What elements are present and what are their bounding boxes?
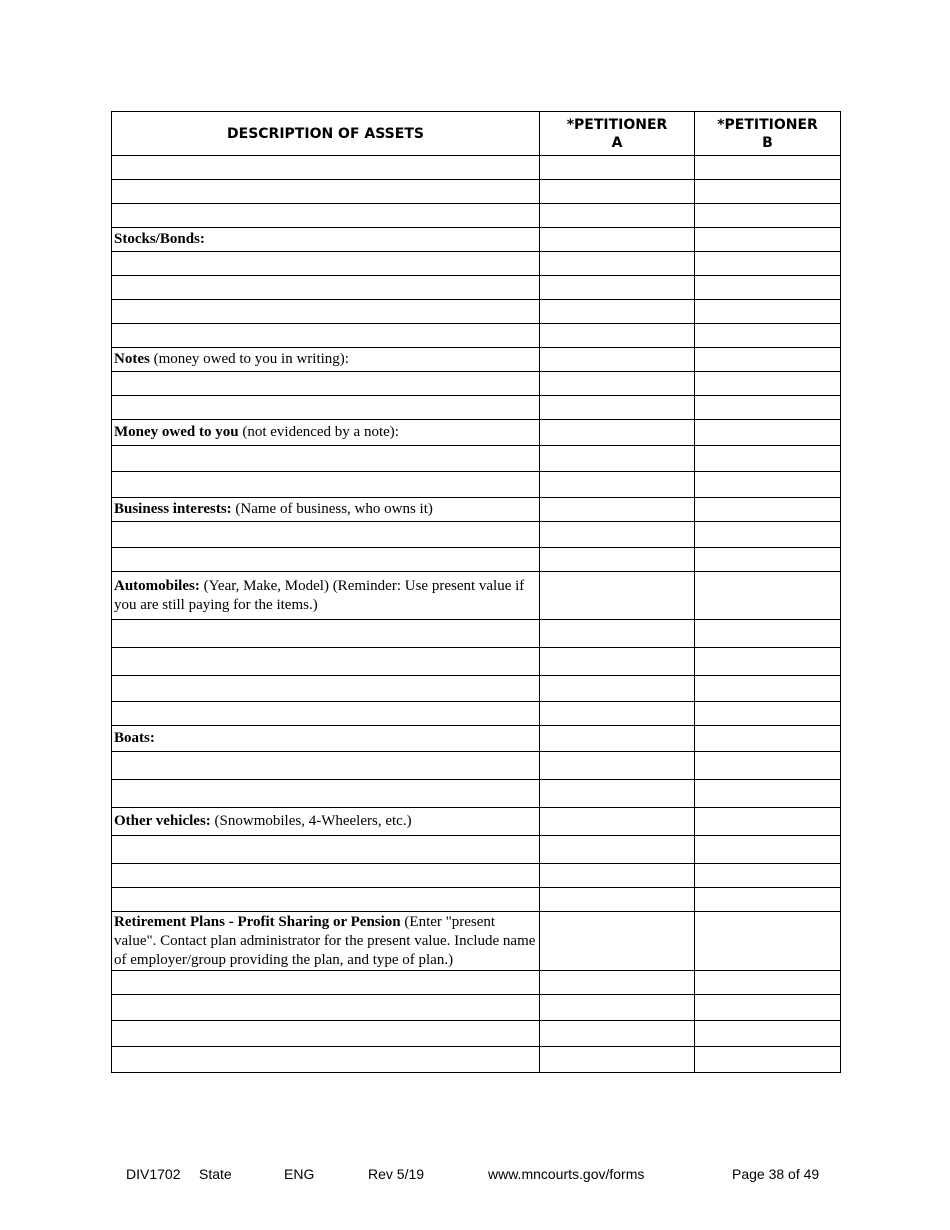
description-cell[interactable] [112,446,540,472]
petitioner-b-cell[interactable] [695,420,841,446]
petitioner-a-cell[interactable] [540,252,695,276]
petitioner-a-cell[interactable] [540,300,695,324]
table-row [112,648,841,676]
petitioner-b-cell[interactable] [695,572,841,620]
petitioner-b-cell[interactable] [695,971,841,995]
petitioner-b-cell[interactable] [695,676,841,702]
petitioner-a-cell[interactable] [540,780,695,808]
header-petitioner-b: *PETITIONER B [695,112,841,156]
table-row [112,276,841,300]
table-row [112,156,841,180]
petitioner-b-cell[interactable] [695,522,841,548]
section-label-automobiles: Automobiles: (Year, Make, Model) (Reminder: Use present value if you are still paying for the items.) [112,572,540,620]
description-cell[interactable] [112,300,540,324]
petitioner-a-cell[interactable] [540,995,695,1021]
petitioner-b-cell[interactable] [695,498,841,522]
section-row-boats [112,726,841,752]
table-row [112,780,841,808]
description-cell[interactable] [112,372,540,396]
petitioner-b-cell[interactable] [695,252,841,276]
petitioner-b-cell[interactable] [695,752,841,780]
petitioner-a-cell[interactable] [540,620,695,648]
description-cell[interactable] [112,995,540,1021]
table-row [112,396,841,420]
petitioner-a-cell[interactable] [540,228,695,252]
description-cell[interactable] [112,864,540,888]
petitioner-a-cell[interactable] [540,1021,695,1047]
header-petitioner-a: *PETITIONER A [540,112,695,156]
petitioner-a-cell[interactable] [540,372,695,396]
table-row [112,995,841,1021]
section-label-retirement-plans: Retirement Plans - Profit Sharing or Pension (Enter "present value". Contact plan administrator for the present value. Include name of employer/group providing the plan, and type of plan.) [112,912,540,971]
petitioner-a-cell[interactable] [540,204,695,228]
table-row [112,252,841,276]
section-row-stocks-bonds [112,228,841,252]
description-cell[interactable] [112,780,540,808]
header-description: DESCRIPTION OF ASSETS [112,112,540,156]
table-row [112,836,841,864]
petitioner-a-cell[interactable] [540,324,695,348]
table-row [112,702,841,726]
petitioner-a-cell[interactable] [540,864,695,888]
description-cell[interactable] [112,276,540,300]
table-row [112,548,841,572]
table-row [112,1047,841,1073]
petitioner-a-cell[interactable] [540,702,695,726]
table-row [112,676,841,702]
description-cell[interactable] [112,620,540,648]
description-cell[interactable] [112,522,540,548]
section-label-business-interests: Business interests: (Name of business, who owns it) [112,498,540,522]
petitioner-a-cell[interactable] [540,180,695,204]
petitioner-a-cell[interactable] [540,648,695,676]
petitioner-a-cell[interactable] [540,446,695,472]
description-cell[interactable] [112,324,540,348]
petitioner-a-cell[interactable] [540,971,695,995]
table-row [112,472,841,498]
petitioner-a-cell[interactable] [540,572,695,620]
table-row [112,204,841,228]
petitioner-a-cell[interactable] [540,1047,695,1073]
footer-page-number: Page 38 of 49 [732,1166,820,1182]
petitioner-a-cell[interactable] [540,472,695,498]
footer-form-id: DIV1702 [126,1166,181,1182]
table-row [112,300,841,324]
petitioner-a-cell[interactable] [540,808,695,836]
section-row-notes [112,348,841,372]
footer-url: www.mncourts.gov/forms [488,1166,645,1182]
petitioner-a-cell[interactable] [540,726,695,752]
petitioner-a-cell[interactable] [540,420,695,446]
section-row-retirement-plans [112,912,841,971]
description-cell[interactable] [112,472,540,498]
petitioner-b-cell[interactable] [695,702,841,726]
description-cell[interactable] [112,180,540,204]
section-label-money-owed: Money owed to you (not evidenced by a note): [112,420,540,446]
petitioner-b-cell[interactable] [695,995,841,1021]
description-cell[interactable] [112,1021,540,1047]
petitioner-a-cell[interactable] [540,276,695,300]
petitioner-b-cell[interactable] [695,836,841,864]
description-cell[interactable] [112,648,540,676]
petitioner-b-cell[interactable] [695,446,841,472]
petitioner-b-cell[interactable] [695,372,841,396]
table-row [112,446,841,472]
petitioner-b-cell[interactable] [695,180,841,204]
petitioner-b-cell[interactable] [695,864,841,888]
petitioner-b-cell[interactable] [695,808,841,836]
footer-language: ENG [284,1166,315,1182]
petitioner-a-cell[interactable] [540,676,695,702]
table-row [112,522,841,548]
petitioner-a-cell[interactable] [540,522,695,548]
description-cell[interactable] [112,702,540,726]
table-row [112,1021,841,1047]
petitioner-a-cell[interactable] [540,156,695,180]
petitioner-b-cell[interactable] [695,648,841,676]
section-label-other-vehicles: Other vehicles: (Snowmobiles, 4-Wheelers, etc.) [112,808,540,836]
table-row [112,971,841,995]
petitioner-b-cell[interactable] [695,204,841,228]
page-footer [0,1166,950,1186]
table-row [112,752,841,780]
petitioner-b-cell[interactable] [695,228,841,252]
table-row [112,620,841,648]
section-label-notes: Notes (money owed to you in writing): [112,348,540,372]
description-cell[interactable] [112,548,540,572]
footer-revision: Rev 5/19 [368,1166,425,1182]
description-cell[interactable] [112,676,540,702]
petitioner-a-cell[interactable] [540,912,695,971]
petitioner-a-cell[interactable] [540,348,695,372]
petitioner-b-cell[interactable] [695,324,841,348]
petitioner-b-cell[interactable] [695,276,841,300]
description-cell[interactable] [112,156,540,180]
petitioner-a-cell[interactable] [540,548,695,572]
petitioner-b-cell[interactable] [695,348,841,372]
table-row [112,864,841,888]
petitioner-b-cell[interactable] [695,396,841,420]
description-cell[interactable] [112,971,540,995]
description-cell[interactable] [112,836,540,864]
petitioner-b-cell[interactable] [695,1021,841,1047]
petitioner-b-cell[interactable] [695,726,841,752]
table-row [112,888,841,912]
petitioner-b-cell[interactable] [695,620,841,648]
table-row [112,180,841,204]
description-cell[interactable] [112,888,540,912]
section-label-stocks-bonds: Stocks/Bonds: [112,228,540,252]
table-header-row [112,112,841,156]
assets-table [111,111,841,1073]
section-row-money-owed [112,420,841,446]
description-cell[interactable] [112,204,540,228]
petitioner-b-cell[interactable] [695,888,841,912]
table-row [112,372,841,396]
footer-state: State [199,1166,232,1182]
table-row [112,324,841,348]
petitioner-b-cell[interactable] [695,548,841,572]
description-cell[interactable] [112,752,540,780]
petitioner-b-cell[interactable] [695,300,841,324]
section-row-automobiles [112,572,841,620]
section-label-boats: Boats: [112,726,540,752]
description-cell[interactable] [112,1047,540,1073]
description-cell[interactable] [112,396,540,420]
petitioner-b-cell[interactable] [695,1047,841,1073]
petitioner-b-cell[interactable] [695,472,841,498]
description-cell[interactable] [112,252,540,276]
petitioner-b-cell[interactable] [695,156,841,180]
petitioner-a-cell[interactable] [540,888,695,912]
petitioner-b-cell[interactable] [695,912,841,971]
petitioner-a-cell[interactable] [540,752,695,780]
petitioner-a-cell[interactable] [540,498,695,522]
section-row-business-interests [112,498,841,522]
petitioner-b-cell[interactable] [695,780,841,808]
petitioner-a-cell[interactable] [540,396,695,420]
petitioner-a-cell[interactable] [540,836,695,864]
section-row-other-vehicles [112,808,841,836]
